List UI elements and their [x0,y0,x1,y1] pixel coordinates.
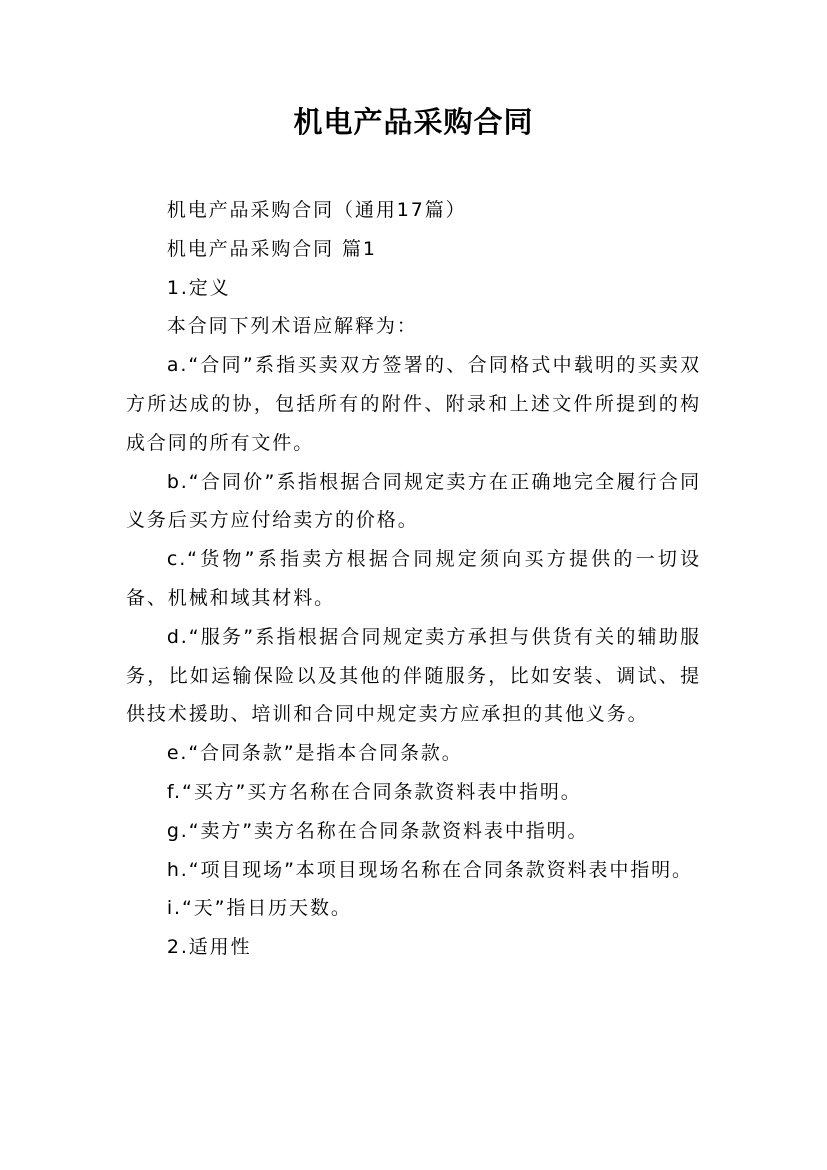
document-title: 机电产品采购合同 [293,105,534,139]
definition-item-f: f.“买方”买方名称在合同条款资料表中指明。 [166,780,582,803]
definition-item-g: g.“卖方”卖方名称在合同条款资料表中指明。 [166,819,589,842]
definition-item-a: a.“合同”系指买卖双方签署的、合同格式中载明的买卖双方所达成的协，包括所有的附件、附录和上述文件所提到的构成合同的所有文件。 [126,354,701,454]
definition-item-e: e.“合同条款”是指本合同条款。 [166,742,463,765]
definition-item-b: b.“合同价”系指根据合同规定卖方在正确地完全履行合同义务后买方应付给卖方的价格。 [126,470,701,532]
definition-item-i: i.“天”指日历天数。 [166,897,352,920]
definition-item-d: d.“服务”系指根据合同规定卖方承担与供货有关的辅助服务，比如运输保险以及其他的伴随服务，比如安装、调试、提供技术援助、培训和合同中规定卖方应承担的其他义务。 [126,625,701,726]
definition-item-h: h.“项目现场”本项目现场名称在合同条款资料表中指明。 [166,858,693,881]
section-heading: 机电产品采购合同 篇1 [166,237,377,260]
document-body [126,191,701,967]
paragraph: 本合同下列术语应解释为： [166,315,418,338]
subtitle-paragraph: 机电产品采购合同（通用17篇） [166,199,467,221]
definition-item-c: c.“货物”系指卖方根据合同规定须向买方提供的一切设备、机械和域其材料。 [126,548,701,609]
clause-heading-definitions: 1.定义 [166,276,231,299]
clause-heading-applicability: 2.适用性 [166,936,252,959]
